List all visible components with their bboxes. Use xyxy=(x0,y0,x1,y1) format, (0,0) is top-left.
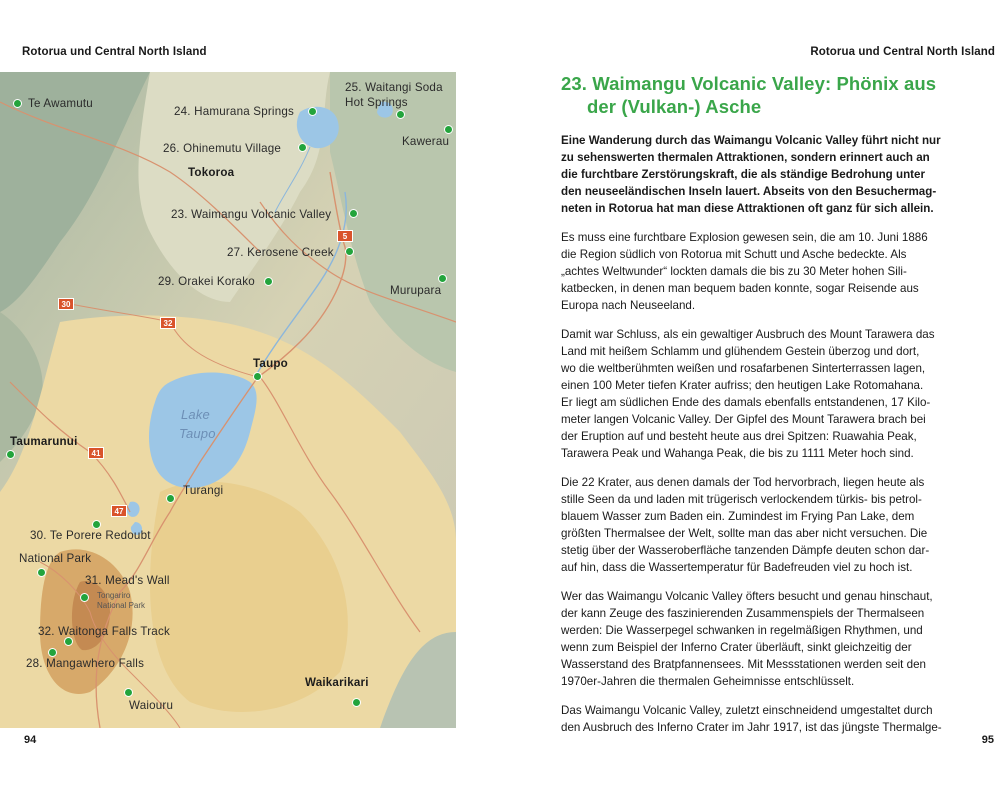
text-line: den Ausbruch des Inferno Crater im Jahr 1917, ist das jüngste Thermalge- xyxy=(561,721,942,734)
lead-paragraph xyxy=(561,132,973,217)
text-line: „achtes Weltwunder“ lockten damals die bis zu 30 Meter hohen Sili- xyxy=(561,265,907,278)
place-label: Tokoroa xyxy=(188,166,235,179)
article xyxy=(561,72,973,736)
text-line: wenn zum Beispiel der Inferno Crater überläuft, sinkt gleichzeitig der xyxy=(561,641,912,654)
text-line: die Region südlich von Rotorua mit Schutt und Asche bedeckte. Als xyxy=(561,248,907,261)
text-line: die furchtbare Zerstörungskraft, die als ständige Bedrohung unter xyxy=(561,168,925,181)
highway-shield-47: 47 xyxy=(111,505,127,517)
text-line: den neuseeländischen Inseln lauert. Abseits von den Besuchermag- xyxy=(561,185,937,198)
paragraph-4 xyxy=(561,588,973,690)
text-line: Die 22 Krater, aus denen damals der Tod hervorbrach, liegen heute als xyxy=(561,476,925,489)
running-head-right: Rotorua und Central North Island xyxy=(810,46,995,58)
text-line: Eine Wanderung durch das Waimangu Volcanic Valley führt nicht nur xyxy=(561,134,941,147)
title-line-1: 23. Waimangu Volcanic Valley: Phönix aus xyxy=(561,73,937,94)
highway-shield-30: 30 xyxy=(58,298,74,310)
text-line: Damit war Schluss, als ein gewaltiger Ausbruch des Mount Tarawera das xyxy=(561,328,935,341)
text-line: wo die weltberühmten weißen und rosafarbenen Sinterterrassen lagen, xyxy=(561,362,926,375)
map-marker[interactable] xyxy=(264,277,273,286)
region-map xyxy=(0,72,456,728)
highway-shield-5: 5 xyxy=(337,230,353,242)
map-marker[interactable] xyxy=(298,143,307,152)
map-marker[interactable] xyxy=(352,698,361,707)
map-marker[interactable] xyxy=(6,450,15,459)
map-marker[interactable] xyxy=(80,593,89,602)
page-number-right: 95 xyxy=(981,734,994,746)
text-line: neten in Rotorua hat man diese Attraktionen oft ganz für sich allein. xyxy=(561,202,934,215)
text-line: einen 100 Meter tiefen Krater aufriss; den heutigen Lake Rotomahana. xyxy=(561,379,924,392)
place-label: 32. Waitonga Falls Track xyxy=(38,625,170,638)
text-line: Es muss eine furchtbare Explosion gewesen sein, die am 10. Juni 1886 xyxy=(561,231,928,244)
map-marker[interactable] xyxy=(48,648,57,657)
text-line: auf hin, dass die Wassertemperatur für Badefreuden viel zu hoch ist. xyxy=(561,561,913,574)
map-marker[interactable] xyxy=(13,99,22,108)
place-label: 31. Mead's Wall xyxy=(85,574,170,587)
map-marker[interactable] xyxy=(349,209,358,218)
text-line: katbecken, in denen man bequem baden konnte, sogar Reisende aus xyxy=(561,282,919,295)
text-line: Wasserstand des Bratpfannensees. Mit Messstationen werden seit den xyxy=(561,658,926,671)
map-marker[interactable] xyxy=(253,372,262,381)
text-line: stetig über der Wasseroberfläche tanzenden Dämpfe deuten schon dar- xyxy=(561,544,930,557)
place-label: 25. Waitangi Soda xyxy=(345,81,443,94)
text-line: werden: Die Wasserpegel schwanken in regelmäßigen Rhythmen, und xyxy=(561,624,923,637)
place-label: Hot Springs xyxy=(345,96,408,109)
title-line-2: der (Vulkan-) Asche xyxy=(587,96,762,117)
place-label: National Park xyxy=(19,552,92,565)
park-label: National Park xyxy=(97,601,146,610)
place-label: Taupo xyxy=(253,357,288,370)
highway-shield-32: 32 xyxy=(160,317,176,329)
text-line: zu sehenswerten thermalen Attraktionen, sondern erinnert auch an xyxy=(561,151,930,164)
map-marker[interactable] xyxy=(308,107,317,116)
map-marker[interactable] xyxy=(345,247,354,256)
text-line: meter langen Volcanic Valley. Der Gipfel des Mount Tarawera brach bei xyxy=(561,413,926,426)
map-marker[interactable] xyxy=(64,637,73,646)
place-label: 23. Waimangu Volcanic Valley xyxy=(171,208,332,221)
text-line: der Eruption auf und besteht heute aus drei Spitzen: Ruawahia Peak, xyxy=(561,430,917,443)
article-title xyxy=(561,72,973,118)
map-marker[interactable] xyxy=(92,520,101,529)
text-line: Das Waimangu Volcanic Valley, zuletzt einschneidend umgestaltet durch xyxy=(561,704,933,717)
page-number-left: 94 xyxy=(24,734,37,746)
running-head-left: Rotorua und Central North Island xyxy=(22,46,207,58)
map-marker[interactable] xyxy=(396,110,405,119)
paragraph-3 xyxy=(561,474,973,576)
paragraph-2 xyxy=(561,326,973,462)
place-label: 29. Orakei Korako xyxy=(158,275,255,288)
text-line: Tarawera Peak und Wahanga Peak, die bis zu 1111 Meter hoch sind. xyxy=(561,447,914,460)
text-line: der kann Zeuge des faszinierenden Zusammenspiels der Thermalseen xyxy=(561,607,925,620)
text-line: Land mit heißem Schlamm und glühendem Gestein überzog und dort, xyxy=(561,345,920,358)
map-marker[interactable] xyxy=(438,274,447,283)
place-label: Turangi xyxy=(183,484,224,497)
place-label: 28. Mangawhero Falls xyxy=(26,657,145,670)
lake-label: Taupo xyxy=(179,426,216,441)
place-label: 26. Ohinemutu Village xyxy=(163,142,282,155)
place-label: Murupara xyxy=(390,284,442,297)
highway-shield-41: 41 xyxy=(88,447,104,459)
text-line: Wer das Waimangu Volcanic Valley öfters besucht und genau hinschaut, xyxy=(561,590,933,603)
map-marker[interactable] xyxy=(124,688,133,697)
paragraph-5 xyxy=(561,702,973,736)
place-label: Kawerau xyxy=(402,135,450,148)
text-line: stille Seen da und laden mit trügerisch verlockendem türkis- bis petrol- xyxy=(561,493,922,506)
park-label: Tongariro xyxy=(97,591,131,600)
text-line: 1970er-Jahren die thermalen Geheimnisse entschlüsselt. xyxy=(561,675,855,688)
place-label: 27. Kerosene Creek xyxy=(227,246,334,259)
place-label: Taumarunui xyxy=(10,435,78,448)
paragraph-1 xyxy=(561,229,973,314)
map-marker[interactable] xyxy=(444,125,453,134)
place-label: Waikarikari xyxy=(305,676,369,689)
map-marker[interactable] xyxy=(166,494,175,503)
text-line: Er liegt am südlichen Ende des damals ebenfalls entstandenen, 17 Kilo- xyxy=(561,396,931,409)
text-line: Europa nach Neuseeland. xyxy=(561,299,696,312)
map-marker[interactable] xyxy=(37,568,46,577)
place-label: 30. Te Porere Redoubt xyxy=(30,529,151,542)
lake-label: Lake xyxy=(181,407,210,422)
place-label: Te Awamutu xyxy=(28,97,93,110)
text-line: blauem Wasser zum Baden ein. Zumindest im Frying Pan Lake, dem xyxy=(561,510,915,523)
place-label: Waiouru xyxy=(129,699,174,712)
place-label: 24. Hamurana Springs xyxy=(174,105,294,118)
text-line: größten Thermalsee der Welt, sollte man das aber nicht versuchen. Die xyxy=(561,527,928,540)
